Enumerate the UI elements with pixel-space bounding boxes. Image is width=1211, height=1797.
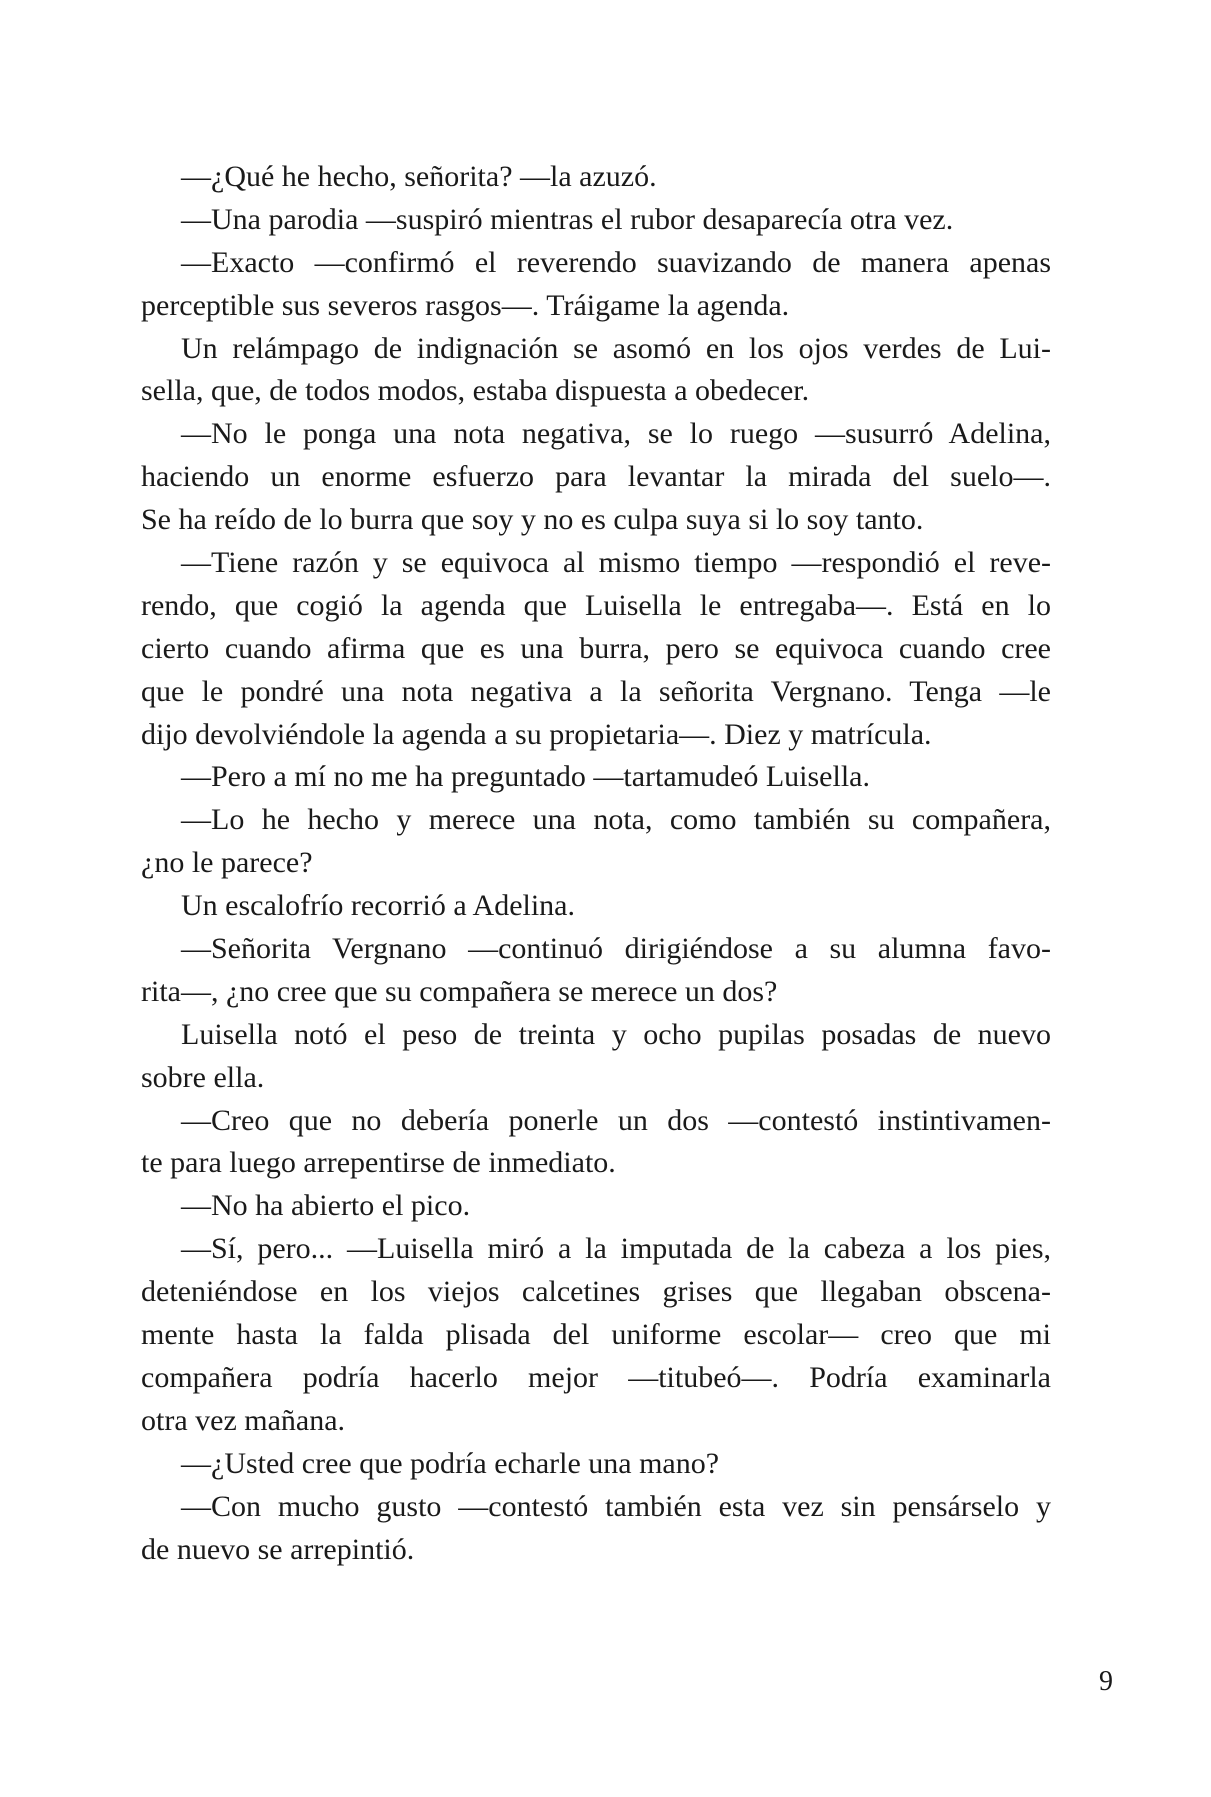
text-line: —¿Usted cree que podría echarle una mano? <box>181 1446 720 1480</box>
text-line: —Con mucho gusto —contestó también esta vez sin pensárselo y <box>181 1489 1051 1523</box>
text-line: Se ha reído de lo burra que soy y no es culpa suya si lo soy tanto. <box>141 503 924 537</box>
text-line: mente hasta la falda plisada del uniforme escolar— creo que mi <box>141 1318 1051 1352</box>
text-line: —No ha abierto el pico. <box>181 1189 471 1223</box>
text-line: —Una parodia —suspiró mientras el rubor desaparecía otra vez. <box>181 202 954 236</box>
text-line: otra vez mañana. <box>141 1403 346 1437</box>
text-line: Un relámpago de indignación se asomó en los ojos verdes de Lui- <box>181 331 1051 365</box>
text-line: sella, que, de todos modos, estaba dispuesta a obedecer. <box>141 374 810 408</box>
text-line: —Creo que no debería ponerle un dos —contestó instintivamen- <box>181 1103 1051 1137</box>
text-line: —No le ponga una nota negativa, se lo ruego —susurró Adelina, <box>181 417 1051 451</box>
text-line: Luisella notó el peso de treinta y ocho pupilas posadas de nuevo <box>181 1017 1051 1051</box>
text-line: rita—, ¿no cree que su compañera se merece un dos? <box>141 974 778 1008</box>
text-line: haciendo un enorme esfuerzo para levantar la mirada del suelo—. <box>141 460 1051 494</box>
page-number: 9 <box>1099 1666 1113 1697</box>
text-line: de nuevo se arrepintió. <box>141 1532 415 1566</box>
text-line: —¿Qué he hecho, señorita? —la azuzó. <box>181 160 657 193</box>
text-line: —Señorita Vergnano —continuó dirigiéndose a su alumna favo- <box>181 932 1051 966</box>
text-line: sobre ella. <box>141 1060 265 1094</box>
text-line: perceptible sus severos rasgos—. Tráigame la agenda. <box>141 288 790 322</box>
text-line: —Pero a mí no me ha preguntado —tartamudeó Luisella. <box>181 760 870 794</box>
text-line: rendo, que cogió la agenda que Luisella le entregaba—. Está en lo <box>141 588 1051 622</box>
text-line: te para luego arrepentirse de inmediato. <box>141 1146 616 1180</box>
text-line: Un escalofrío recorrió a Adelina. <box>181 889 575 923</box>
body-text <box>141 156 1051 1571</box>
text-line: compañera podría hacerlo mejor —titubeó—. Podría examinarla <box>141 1360 1051 1394</box>
text-line: —Sí, pero... —Luisella miró a la imputada de la cabeza a los pies, <box>181 1232 1051 1266</box>
text-line: —Lo he hecho y merece una nota, como también su compañera, <box>181 803 1051 837</box>
text-line: deteniéndose en los viejos calcetines grises que llegaban obscena- <box>141 1275 1051 1309</box>
text-line: que le pondré una nota negativa a la señorita Vergnano. Tenga —le <box>141 674 1051 708</box>
text-line: dijo devolviéndole la agenda a su propietaria—. Diez y matrícula. <box>141 717 932 751</box>
text-line: —Exacto —confirmó el reverendo suavizando de manera apenas <box>181 245 1051 279</box>
text-line: ¿no le parece? <box>141 846 313 880</box>
text-line: —Tiene razón y se equivoca al mismo tiempo —respondió el reve- <box>181 546 1051 580</box>
text-line: cierto cuando afirma que es una burra, pero se equivoca cuando cree <box>141 631 1051 665</box>
